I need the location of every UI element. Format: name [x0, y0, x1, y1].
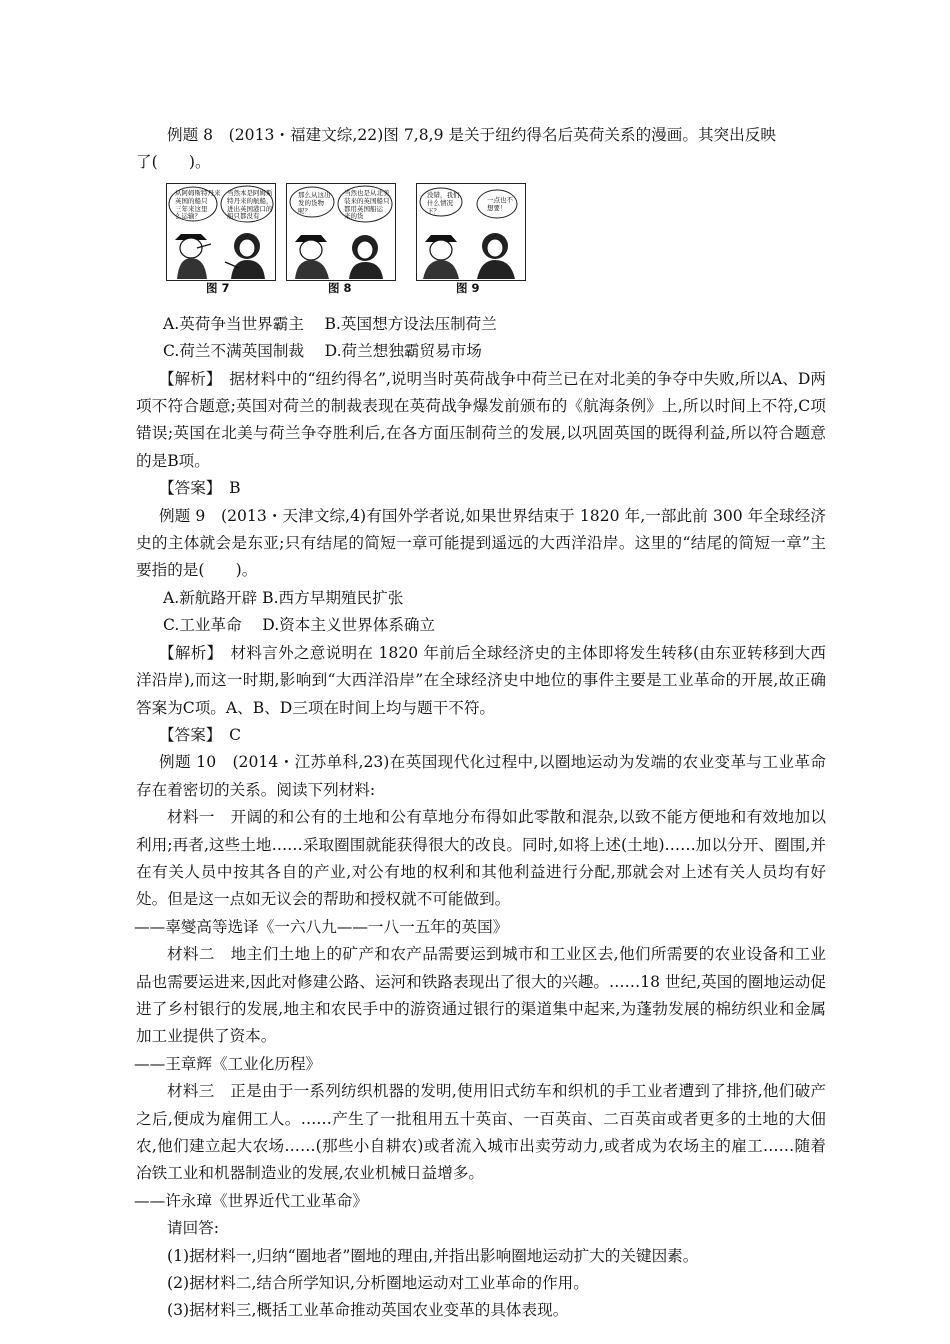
f7b-1: 特丹来的航船， — [227, 196, 273, 205]
cartoon-figure-7 — [166, 183, 276, 281]
f8b-3: 来的货 — [344, 211, 364, 220]
f8b-1: 装来的英国船只 — [344, 196, 390, 205]
f8a-1: 发的货物 — [298, 198, 324, 207]
cartoon-strip — [136, 183, 826, 301]
q10-question-1: (1)据材料一,归纳“圈地者”圈地的理由,并指出影响圈地运动扩大的关键因素。 — [167, 1246, 699, 1265]
q10-question-2: (2)据材料二,结合所学知识,分析圈地运动对工业革命的作用。 — [167, 1274, 589, 1293]
q10-material-2: 材料二 地主们土地上的矿产和农产品需要运到城市和工业区去,他们所需要的农业设备和工业品也需要运进来,因此对修建公路、运河和铁路表现出了很大的兴趣。……18 世纪,英国的圈地运动促进了乡村银行的发展,地主和农民手中的游资通过银行的渠道集中起来,为蓬勃发展的棉纺织业和金属加工业提供了资本。 — [136, 945, 826, 1046]
figure-9-caption: 图 9 — [456, 280, 480, 295]
f7b-3: 船只都没有 — [227, 211, 260, 220]
q8-answer: 【答案】 B — [159, 479, 241, 498]
q8-analysis: 【解析】 据材料中的“纽约得名”,说明当时英荷战争中荷兰已在对北美的争夺中失败,所以A、D两项不符合题意;英国对荷兰的制裁表现在英荷战争爆发前颁布的《航海条例》上,所以时间上不符,C项错误;英国在北美与荷兰争夺胜利后,在各方面压制荷兰的发展,以巩固英国的既得利益,所以符合题意的是B项。 — [136, 369, 826, 470]
f9b-0: 一点也不 — [487, 195, 513, 204]
q10-material-2-source: ——王章辉《工业化历程》 — [134, 1054, 322, 1073]
f9a-2: 下？ — [427, 206, 440, 215]
q8-options-1: A.英荷争当世界霸主 B.英国想方设法压制荷兰 — [163, 314, 497, 333]
q10-material-3: 材料三 正是由于一系列纺织机器的发明,使用旧式纺车和织机的手工业者遭到了排挤,他们破产之后,便成为雇佣工人。……产生了一批租用五十英亩、一百英亩、二百英亩或者更多的土地的大佃农,他们建立起大农场……(那些小自耕农)或者流入城市出卖劳动力,或者成为农场主的雇工……随着冶铁工业和机器制造业的发展,农业机械日益增多。 — [136, 1082, 826, 1183]
q9-answer: 【答案】 C — [159, 725, 242, 744]
q10-material-1-source: ——辜燮高等选译《一六八九——一八一五年的英国》 — [134, 917, 509, 936]
f9a-1: 什么情况 — [427, 198, 453, 207]
q9-options-1: A.新航路开辟 B.西方早期殖民扩张 — [163, 588, 404, 607]
q10-stem: 例题 10 (2014・江苏单科,23)在英国现代化过程中,以圈地运动为发端的农业变革与工业革命存在着密切的关系。阅读下列材料: — [136, 753, 826, 799]
f7a-1: 英国的船只 — [175, 196, 208, 205]
q8-stem-line1: 例题 8 (2013・福建文综,22)图 7,8,9 是关于纽约得名后英荷关系的漫画。其突出反映 — [167, 126, 776, 144]
f8b-2: 都用英国船运 — [344, 204, 383, 213]
q8-stem-line2: 了( )。 — [136, 153, 211, 172]
f7a-2: 三年来这里 — [175, 204, 208, 213]
f7b-0: 当然本是阿姆斯 — [227, 188, 273, 197]
cartoon-figure-8 — [286, 183, 396, 281]
document-page — [136, 122, 826, 1325]
cartoon-figure-9 — [416, 183, 526, 281]
f7a-3: 么运输？ — [175, 211, 201, 220]
f7a-0: 从阿姆斯特丹来 — [175, 188, 221, 197]
figure-8-caption: 图 8 — [328, 280, 352, 295]
q9-options-2: C.工业革命 D.资本主义世界体系确立 — [163, 616, 436, 635]
f9b-1: 想要！ — [487, 203, 507, 212]
q9-stem: 例题 9 (2013・天津文综,4)有国外学者说,如果世界结束于 1820 年,一部此前 300 年全球经济史的主体就会是东亚;只有结尾的简短一章可能提到遥远的大西洋沿岸。这里的“结尾的简短一章”主要指的是( )。 — [136, 506, 826, 580]
q10-question-3: (3)据材料三,概括工业革命推动英国农业变革的具体表现。 — [167, 1301, 569, 1320]
q10-material-3-source: ——许永璋《世界近代工业革命》 — [134, 1191, 368, 1210]
f8a-2: 呢？ — [298, 206, 311, 215]
q8-options-2: C.荷兰不满英国制裁 D.荷兰想独霸贸易市场 — [163, 342, 482, 361]
f9a-0: 没错，我们 — [427, 190, 460, 199]
figure-7-caption: 图 7 — [206, 280, 230, 295]
f7b-2: 进出英国港口的 — [227, 204, 273, 213]
f8b-0: 当然也是从北美 — [344, 188, 390, 197]
q10-ask: 请回答: — [167, 1219, 220, 1238]
f8a-0: 那么从这出 — [298, 190, 331, 199]
q9-analysis: 【解析】 材料言外之意说明在 1820 年前后全球经济史的主体即将发生转移(由东亚转移到大西洋沿岸),而这一时期,影响到“大西洋沿岸”在全球经济史中地位的事件主要是工业革命的开展,故正确答案为C项。A、B、D三项在时间上均与题干不符。 — [136, 643, 826, 717]
q10-material-1: 材料一 开阔的和公有的土地和公有草地分布得如此零散和混杂,以致不能方便地和有效地加以利用;再者,这些土地……采取圈围就能获得很大的改良。同时,如将上述(土地)……加以分开、圈围,并在有关人员中按其各自的产业,对公有地的权利和其他利益进行分配,那就会对上述有关人员均有好处。但是这一点如无议会的帮助和授权就不可能做到。 — [136, 808, 826, 909]
